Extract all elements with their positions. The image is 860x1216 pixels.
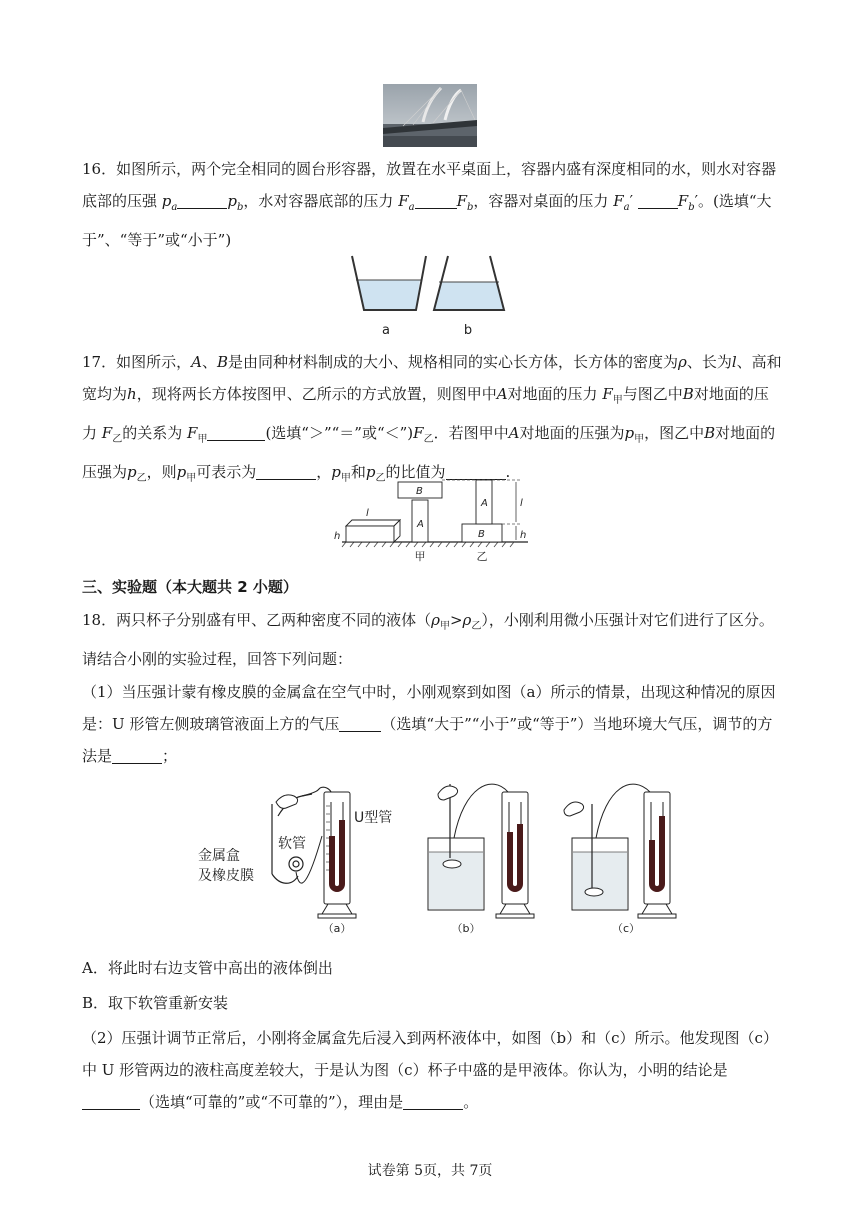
q16-label-a: a bbox=[382, 323, 390, 338]
svg-text:l: l bbox=[520, 498, 523, 509]
svg-text:A: A bbox=[417, 519, 424, 530]
q18-caption-a: （a） bbox=[322, 922, 352, 935]
q17-blank-1[interactable] bbox=[207, 424, 265, 441]
q18-part2: （2）压强计调节正常后，小刚将金属盒先后浸入到两杯液体中，如图（b）和（c）所示。他发现图（c）中 U 形管两边的液柱高度差较大，于是认为图（c）杯子中盛的是甲液体。你认为，小明的结论是（选填“可靠的”或“不可靠的”），理由是 。 bbox=[82, 1029, 778, 1111]
q17-label-jia: 甲 bbox=[414, 550, 426, 563]
q18-label-u: U型管 bbox=[354, 810, 393, 826]
page-footer: 试卷第 5页，共 7页 bbox=[367, 1163, 493, 1179]
q18-label-tube: 软管 bbox=[278, 836, 306, 852]
q18-blank-1[interactable] bbox=[339, 715, 381, 732]
q16-label-b: b bbox=[463, 323, 473, 338]
q18-number: 18． bbox=[82, 611, 117, 629]
svg-text:A: A bbox=[481, 498, 488, 509]
q18-label-box-2: 及橡皮膜 bbox=[198, 868, 254, 884]
q18-part1: （1）当压强计蒙有橡皮膜的金属盒在空气中时，小刚观察到如图（a）所示的情景，出现这种情况的原因是：U 形管左侧玻璃管液面上方的气压 （选填“大于”“小于”或“等于”）当地环境大气压，调节的方法是 ； bbox=[82, 683, 776, 765]
q18-blank-3[interactable] bbox=[82, 1093, 140, 1110]
q16-blank-1[interactable] bbox=[177, 192, 227, 209]
q16-text: 16．如图所示，两个完全相同的圆台形容器，放置在水平桌面上，容器内盛有深度相同的水，则水对容器底部的压强 $p_a$ $p_b$，水对容器底部的压力 $F_a$ $F_b$，容器对桌面的压力 $F_a'$ $F_b'$。(选填“大于”、“等于”或“小于”) bbox=[82, 160, 777, 249]
section-title: 三、实验题（本大题共 2 小题） bbox=[82, 578, 298, 596]
q18-caption-c: （c） bbox=[611, 922, 641, 935]
q17-blank-2[interactable] bbox=[256, 463, 316, 480]
q18-blank-4[interactable] bbox=[403, 1093, 463, 1110]
q18-option-a: A．将此时右边支管中高出的液体倒出 bbox=[82, 959, 333, 977]
q18-caption-b: （b） bbox=[451, 922, 481, 935]
q17-figure bbox=[334, 476, 530, 566]
svg-text:B: B bbox=[416, 486, 423, 497]
svg-text:B: B bbox=[478, 529, 485, 540]
svg-text:l: l bbox=[366, 508, 369, 519]
q18-figure bbox=[192, 776, 678, 936]
q17-label-yi: 乙 bbox=[476, 550, 488, 563]
q16-blank-3[interactable] bbox=[638, 192, 678, 209]
q18-label-box-1: 金属盒 bbox=[198, 848, 240, 864]
q16-number: 16． bbox=[82, 160, 117, 178]
q16-blank-2[interactable] bbox=[415, 192, 457, 209]
bridge-photo bbox=[383, 84, 477, 147]
svg-text:h: h bbox=[334, 531, 341, 542]
svg-text:h: h bbox=[520, 530, 527, 541]
q18-option-b: B．取下软管重新安装 bbox=[82, 994, 229, 1012]
q17-number: 17． bbox=[82, 353, 117, 371]
q17-text: 17．如图所示，A、B是由同种材料制成的大小、规格相同的实心长方体，长方体的密度为ρ、长为l、高和宽均为h，现将两长方体按图甲、乙所示的方式放置，则图甲中A对地面的压力 $F_甲$与图乙中B对地面的压力 $F_乙$的关系为 $F_甲$ (选填“＞”“＝”或“$<”)F_乙$．若图甲中A对地面的压强为$p_甲$，图乙中B对地面的压强为$p_乙$，则$p_甲$可表示为 ，$p_甲$和$p_乙$的比值为 . bbox=[82, 353, 782, 484]
q16-figure bbox=[348, 254, 518, 340]
q18-blank-2[interactable] bbox=[112, 747, 162, 764]
q18-intro: 18．两只杯子分别盛有甲、乙两种密度不同的液体$(\rho_甲>\rho_乙)$，小刚利用微小压强计对它们进行了区分。请结合小刚的实验过程，回答下列问题： bbox=[82, 611, 774, 668]
